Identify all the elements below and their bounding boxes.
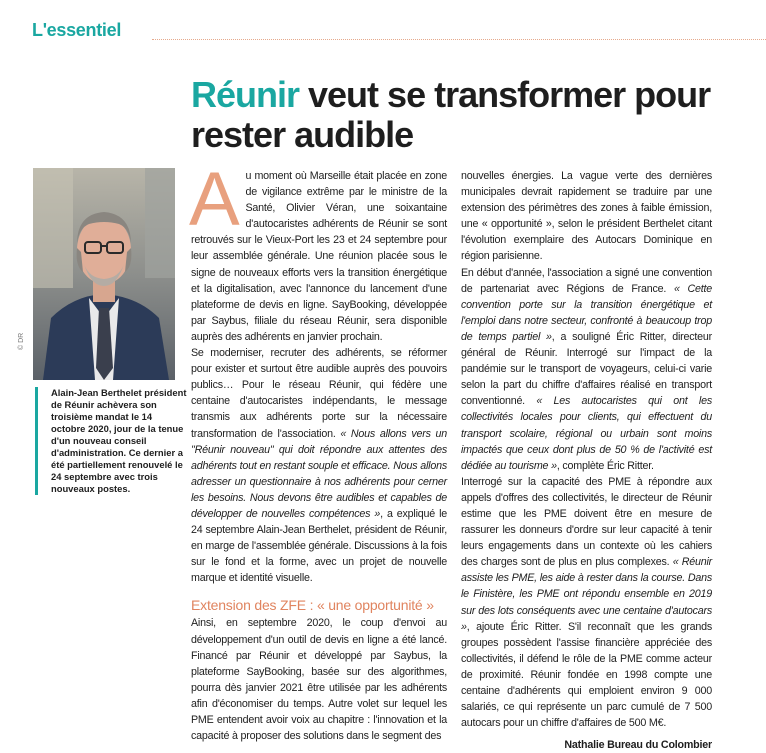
paragraph-4-text-b: , a souligné Éric Ritter, directeur général de Réunir. Interrogé sur l'impact de la pandémie sur le transport de voyageurs, celui-ci varie selon la part du chiffre d'affaires réalisé en transport conventionné. — [461, 330, 712, 408]
paragraph-2 — [191, 345, 447, 586]
portrait-photo — [33, 168, 175, 380]
section-subheading: Extension des ZFE : « une opportunité » — [191, 597, 434, 614]
headline-rest: veut se transformer pour rester audible — [191, 74, 711, 155]
rubric-divider — [152, 39, 766, 40]
photo-caption: Alain-Jean Berthelet président de Réunir achèvera son troisième mandat le 14 octobre 2020, jour de la tenue d'un nouveau conseil d'administration. Ce dernier a été partiellement renouvelé le 24 septembre avec trois nouveaux postes. — [35, 387, 189, 495]
paragraph-2-quote: « Nous allons vers un "Réunir nouveau" qui doit répondre aux attentes des adhérents tout en restant souple et efficace. Nous allons adresser un questionnaire à nos adhérents pour cerner les besoins. Nous devons être audibles et capables de développer de nouvelles compétences » — [191, 427, 447, 520]
paragraph-1-text: u moment où Marseille était placée en zone de vigilance extrême par le ministre de la Santé, Olivier Véran, une soixantaine d'autocaristes adhérents de Réunir se sont retrouvés sur le Vieux-Port les 23 et 24 septembre pour leur assemblée générale. Une réunion placée sous le signe de nouveaux efforts vers la transition énergétique et la digitalisation, avec l'annonce du lancement d'une plateforme de devis en ligne. SayBooking, développée par Saybus, filiale du réseau Réunir, sera disponible auprès des adhérents en janvier prochain. — [191, 170, 447, 343]
article-column-1 — [189, 157, 448, 744]
section-rubric: L'essentiel — [32, 20, 122, 40]
paragraph-5-text-b: , ajoute Éric Ritter. S'il reconnaît que les grands groupes possèdent l'assise financière appréciée des collectivités, il défend le rôle de la PME comme acteur de proximité. Réunir fondée en 1998 compte une centaine d'adhérents qui emploient environ 9 000 salariés, ce qui représente un parc cumulé de 7 500 autocars pour un chiffre d'affaires de 500 M€. — [461, 620, 712, 730]
photo-credit: © DR — [18, 332, 25, 350]
article-column-2 — [461, 168, 712, 753]
paragraph-2-text-a: Se moderniser, recruter des adhérents, se réformer pour exister et surtout être audible auprès des pouvoirs publics… Pour le réseau Réunir, qui fédère une centaine d'autocaristes indépendants, le message transmis aux adhérents porte sur la nécessaire transformation de l'association. — [191, 347, 447, 440]
paragraph-4-text-a: En début d'année, l'association a signé une convention de partenariat avec Régions de France. — [461, 266, 712, 295]
author-signature: Nathalie Bureau du Colombier — [564, 739, 712, 752]
paragraph-4-quote: « Cette convention porte sur la transition énergétique et l'emploi dans notre secteur, confronté à beaucoup trop de temps partiel » — [461, 282, 712, 343]
paragraph-5-text-a: Interrogé sur la capacité des PME à répondre aux appels d'offres des collectivités, le directeur de Réunir estime que les PME doivent être en mesure de rassurer les donneurs d'ordre sur leur capacité à tenir leurs engagements dans un contexte où les cahiers des charges sont de plus en plus complexes. — [461, 475, 712, 569]
paragraph-3-continued: nouvelles énergies. La vague verte des dernières municipales devrait rapidement se traduire par une extension des périmètres des zones à faible émission, une « opportunité », selon le président Berthelet citant l'évolution exemplaire des Autocars Dominique en région parisienne. — [461, 170, 712, 263]
paragraph-5-quote: « Réunir assiste les PME, les aide à rester dans la course. Dans le Finistère, les PME ont répondu ensemble en 2019 sur des lots conséquents avec une centaine d'autocars » — [461, 556, 713, 633]
headline-accent: Réunir — [191, 74, 300, 115]
paragraph-1 — [189, 157, 447, 345]
paragraph-4-quote-2: « Les autocaristes qui ont les collectivités locales pour clients, qui effectuent du transport scolaire, régional ou urbain sont moins impactés que ceux dont plus de 50 % de l'activité est dédiée au tourisme » — [461, 395, 712, 472]
article-headline — [191, 75, 766, 155]
paragraph-4-text-c: , complète Éric Ritter. — [556, 459, 654, 472]
paragraph-5 — [461, 474, 712, 732]
paragraph-4 — [461, 265, 712, 474]
paragraph-3: Ainsi, en septembre 2020, le coup d'envoi au développement d'un outil de devis en ligne a été lancé. Financé par Réunir et développé par Saybus, la plateforme SayBooking, basée sur des algorithmes, pourra dès janvier 2021 être utilisée par les adhérents afin d'économiser du temps. Autre volet sur lequel les PME entendent avoir voix au chapitre : l'innovation et la capacité à proposer des solutions dans le segment des — [191, 617, 447, 743]
dropcap: A — [189, 157, 240, 242]
portrait-illustration — [33, 168, 175, 380]
paragraph-2-text-b: , a expliqué le 24 septembre Alain-Jean Berthelet, président de Réunir, en marge de l'assemblée générale. Discussions à la fois sur le fond et la forme, avec un projet de nouvelle marque et identité visuelle. — [191, 507, 448, 585]
